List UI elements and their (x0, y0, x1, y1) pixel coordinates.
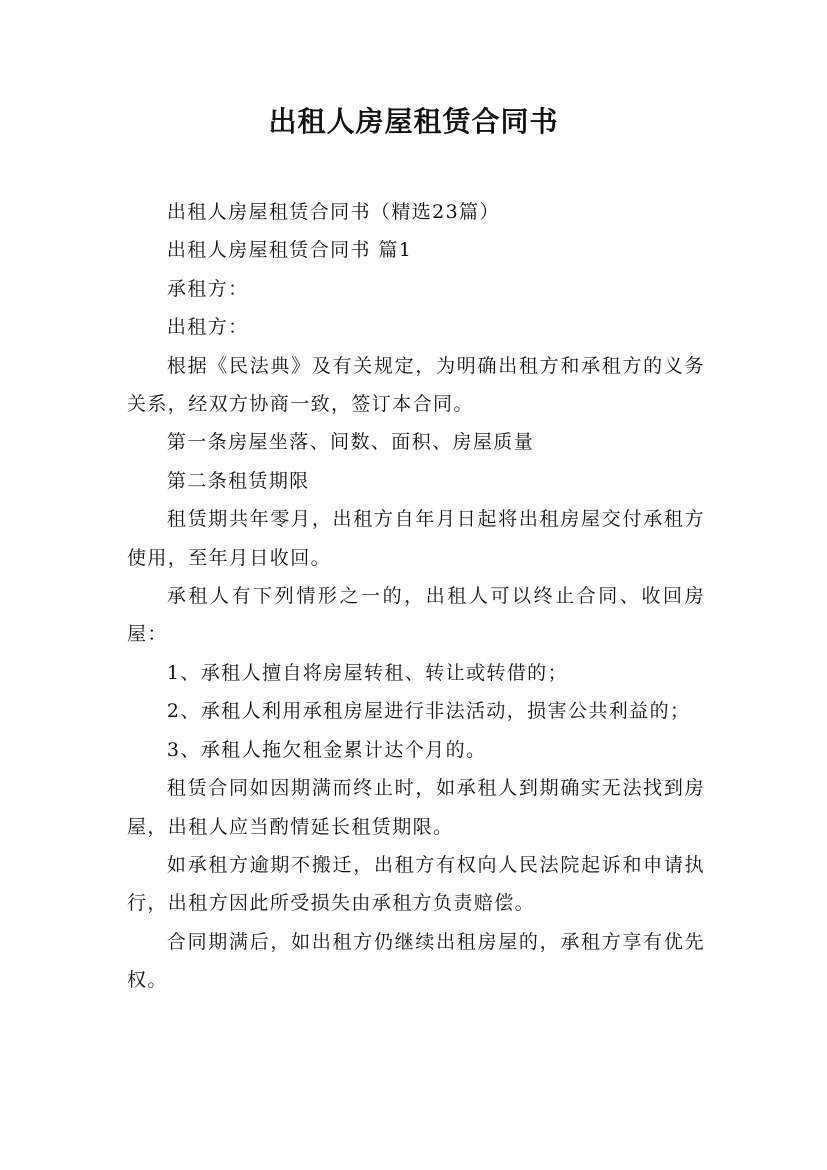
paragraph-priority: 合同期满后，如出租方仍继续出租房屋的，承租方享有优先权。 (127, 930, 705, 992)
paragraph-item-1: 1、承租人擅自将房屋转租、转让或转借的； (166, 661, 568, 684)
paragraph-subtitle: 出租人房屋租赁合同书（精选23篇） (166, 201, 500, 223)
paragraph-lessee: 承租方： (166, 277, 249, 300)
paragraph-termination: 承租人有下列情形之一的，出租人可以终止合同、收回房屋： (127, 585, 705, 646)
paragraph-article-1: 第一条房屋坐落、间数、面积、房屋质量 (166, 431, 535, 454)
paragraph-section-heading: 出租人房屋租赁合同书 篇1 (166, 239, 413, 262)
paragraph-item-3: 3、承租人拖欠租金累计达个月的。 (166, 738, 487, 761)
document-body (127, 193, 705, 1000)
paragraph-overdue: 如承租方逾期不搬迁，出租方有权向人民法院起诉和申请执行，出租方因此所受损失由承租方负责赔偿。 (127, 853, 705, 915)
paragraph-preamble: 根据《民法典》及有关规定，为明确出租方和承租方的义务关系，经双方协商一致，签订本合同。 (127, 354, 705, 416)
paragraph-lease-term: 租赁期共年零月，出租方自年月日起将出租房屋交付承租方使用，至年月日收回。 (127, 508, 705, 569)
document-title: 出租人房屋租赁合同书 (268, 105, 559, 138)
paragraph-item-2: 2、承租人利用承租房屋进行非法活动，损害公共利益的； (166, 700, 691, 723)
paragraph-article-2: 第二条租赁期限 (166, 469, 310, 492)
paragraph-extension: 租赁合同如因期满而终止时，如承租人到期确实无法找到房屋，出租人应当酌情延长租赁期限。 (127, 777, 705, 838)
paragraph-lessor: 出租方： (166, 316, 249, 339)
